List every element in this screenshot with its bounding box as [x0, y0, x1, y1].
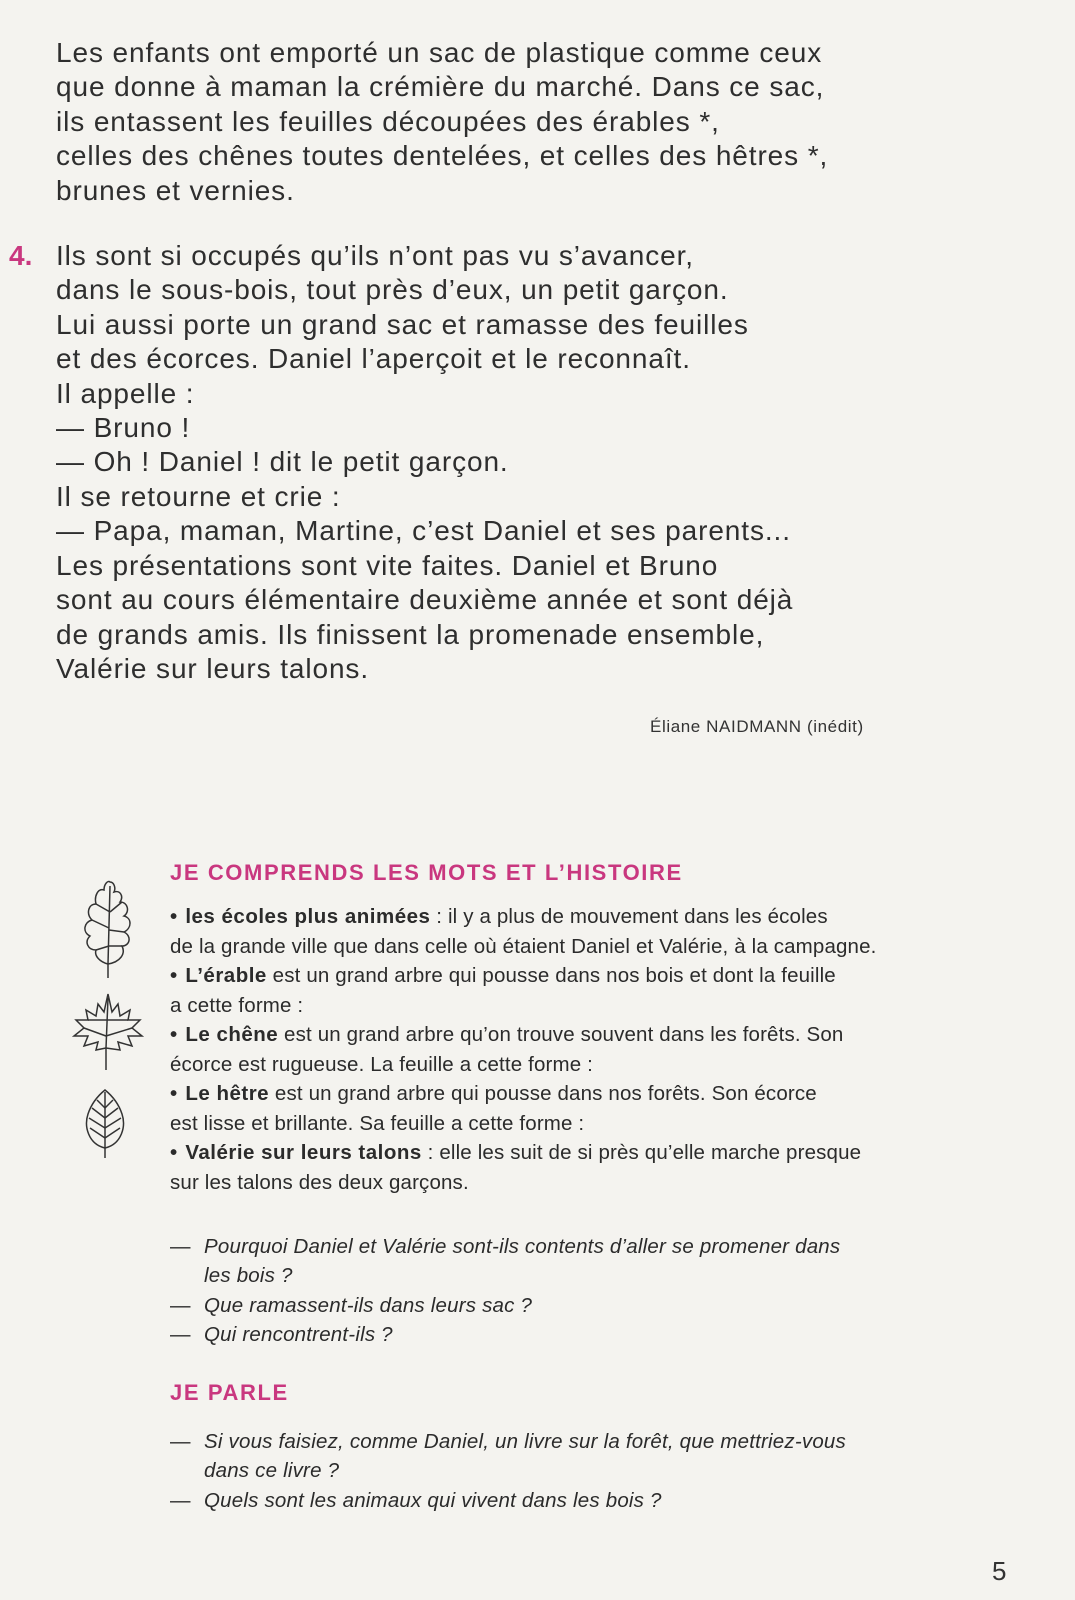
question-text: Que ramassent-ils dans leurs sac ?	[204, 1293, 533, 1317]
question-text: Si vous faisiez, comme Daniel, un livre sur la forêt, que mettriez-vous	[204, 1430, 846, 1453]
definition-text: : il y a plus de mouvement dans les écoles	[430, 905, 828, 928]
story-line: Il appelle :	[56, 377, 195, 409]
comprehension-questions	[170, 1232, 1020, 1350]
story-line: — Papa, maman, Martine, c’est Daniel et ses parents...	[56, 515, 791, 547]
definition-text: est un grand arbre qui pousse dans nos bois et dont la feuille	[266, 964, 836, 987]
story-line: Les présentations sont vite faites. Daniel et Bruno	[56, 549, 719, 581]
definition-line	[170, 902, 1015, 932]
definition-line	[170, 991, 1015, 1021]
definition-text: écorce est rugueuse. La feuille a cette forme :	[170, 1052, 593, 1076]
beech-leaf-icon	[82, 1088, 128, 1160]
definition-line	[170, 1109, 1015, 1139]
story-line: Les enfants ont emporté un sac de plastique comme ceux	[56, 37, 823, 68]
dash: —	[170, 1323, 191, 1347]
story-line: — Oh ! Daniel ! dit le petit garçon.	[56, 446, 509, 478]
definition-text: est un grand arbre qui pousse dans nos forêts. Son écorce	[269, 1082, 817, 1105]
definition-line	[170, 1168, 1015, 1198]
story-line: et des écorces. Daniel l’aperçoit et le reconnaît.	[56, 343, 691, 375]
question-text: Pourquoi Daniel et Valérie sont-ils contents d’aller se promener dans	[204, 1235, 841, 1258]
definition-term: Le chêne	[185, 1023, 279, 1046]
definition-term: Le hêtre	[185, 1082, 270, 1105]
story-line: celles des chênes toutes dentelées, et celles des hêtres *,	[56, 140, 829, 172]
definition-text: est un grand arbre qu’on trouve souvent dans les forêts. Son	[278, 1023, 844, 1046]
story-line: Lui aussi porte un grand sac et ramasse des feuilles	[56, 308, 749, 340]
paragraph-4	[9, 239, 1016, 686]
definition-line	[170, 932, 1015, 962]
bullet: •	[170, 1023, 178, 1046]
author-credit: Éliane NAIDMANN (inédit)	[650, 717, 864, 736]
bullet: •	[170, 964, 178, 987]
definition-text: a cette forme :	[170, 993, 304, 1017]
section-heading-je-parle: JE PARLE	[170, 1380, 289, 1405]
vocabulary-definitions	[170, 902, 1015, 1197]
question-text: Quels sont les animaux qui vivent dans les bois ?	[204, 1488, 662, 1512]
dash: —	[170, 1430, 191, 1453]
definition-text: sur les talons des deux garçons.	[170, 1170, 469, 1194]
question-line	[170, 1320, 1020, 1349]
story-line: dans le sous-bois, tout près d’eux, un petit garçon.	[56, 274, 729, 306]
page-number: 5	[992, 1556, 1007, 1586]
story-line: brunes et vernies.	[56, 174, 295, 206]
dash: —	[170, 1488, 191, 1512]
question-text: Qui rencontrent-ils ?	[204, 1323, 393, 1347]
paragraph-3	[56, 36, 1016, 208]
story-line: ils entassent les feuilles découpées des érables *,	[56, 105, 720, 137]
speaking-questions	[170, 1427, 1020, 1515]
question-text: les bois ?	[204, 1264, 293, 1288]
question-line	[170, 1486, 1020, 1515]
dash: —	[170, 1235, 191, 1258]
definition-text: : elle les suit de si près qu’elle marche presque	[421, 1141, 862, 1164]
question-line	[170, 1232, 1020, 1261]
bullet: •	[170, 1141, 178, 1164]
definition-line	[170, 961, 1015, 991]
definition-term: Valérie sur leurs talons	[185, 1141, 422, 1164]
story-line: — Bruno !	[56, 412, 191, 444]
story-line: Valérie sur leurs talons.	[56, 652, 369, 684]
definition-term: les écoles plus animées	[185, 905, 431, 928]
bullet: •	[170, 905, 178, 928]
story-line: Ils sont si occupés qu’ils n’ont pas vu s’avancer,	[56, 240, 694, 272]
definition-text: de la grande ville que dans celle où étaient Daniel et Valérie, à la campagne.	[170, 934, 877, 958]
story-line: que donne à maman la crémière du marché. Dans ce sac,	[56, 71, 825, 103]
definition-line	[170, 1079, 1015, 1109]
question-line	[170, 1427, 1020, 1456]
maple-leaf-icon	[66, 990, 148, 1072]
definition-line	[170, 1138, 1015, 1168]
question-text: dans ce livre ?	[204, 1459, 340, 1483]
definition-term: L’érable	[185, 964, 267, 987]
oak-leaf-icon	[80, 876, 136, 980]
section-heading-vocabulary: JE COMPRENDS LES MOTS ET L’HISTOIRE	[170, 860, 683, 885]
definition-line	[170, 1050, 1015, 1080]
question-line	[170, 1291, 1020, 1320]
story-line: de grands amis. Ils finissent la promenade ensemble,	[56, 618, 765, 650]
definition-line	[170, 1020, 1015, 1050]
question-line	[170, 1261, 1020, 1290]
question-line	[170, 1456, 1020, 1485]
story-line: Il se retourne et crie :	[56, 480, 341, 512]
definition-text: est lisse et brillante. Sa feuille a cette forme :	[170, 1111, 585, 1135]
dash: —	[170, 1293, 191, 1317]
story-text	[9, 36, 1016, 686]
bullet: •	[170, 1082, 178, 1105]
story-line: sont au cours élémentaire deuxième année et sont déjà	[56, 584, 794, 616]
paragraph-number: 4.	[9, 240, 33, 272]
